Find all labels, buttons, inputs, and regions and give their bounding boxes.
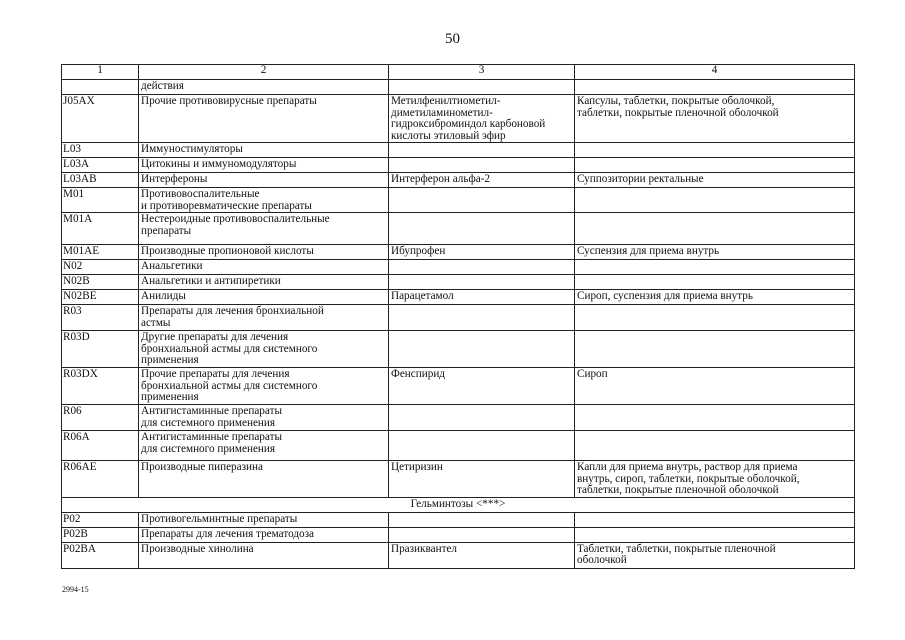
substance-cell bbox=[389, 512, 575, 527]
section-row bbox=[62, 497, 855, 512]
code-cell: N02BE bbox=[62, 290, 139, 305]
column-header: 2 bbox=[139, 65, 389, 80]
name-cell: Препараты для лечения бронхиальной астмы bbox=[139, 305, 389, 331]
name-cell: Производные пиперазина bbox=[139, 461, 389, 498]
code-cell: P02BA bbox=[62, 542, 139, 568]
section-title: Гельминтозы <***> bbox=[62, 497, 855, 512]
column-header: 1 bbox=[62, 65, 139, 80]
name-cell: Производные хинолина bbox=[139, 542, 389, 568]
dosage-form-cell bbox=[575, 80, 855, 95]
dosage-form-cell bbox=[575, 512, 855, 527]
substance-cell: Интерферон альфа-2 bbox=[389, 173, 575, 188]
substance-cell bbox=[389, 143, 575, 158]
name-cell: Антигистаминные препараты для системного применения bbox=[139, 405, 389, 431]
document-code: 2994-15 bbox=[62, 585, 89, 594]
code-cell: M01A bbox=[62, 213, 139, 245]
dosage-form-cell bbox=[575, 143, 855, 158]
table-row bbox=[62, 527, 855, 542]
dosage-form-cell: Сироп bbox=[575, 368, 855, 405]
table-row bbox=[62, 431, 855, 461]
code-cell: R06AE bbox=[62, 461, 139, 498]
dosage-form-cell: Суспензия для приема внутрь bbox=[575, 245, 855, 260]
code-cell: R03 bbox=[62, 305, 139, 331]
name-cell: действия bbox=[139, 80, 389, 95]
substance-cell bbox=[389, 305, 575, 331]
name-cell: Противовоспалительные и противоревматические препараты bbox=[139, 188, 389, 213]
table-row bbox=[62, 405, 855, 431]
code-cell: R06 bbox=[62, 405, 139, 431]
code-cell: L03AB bbox=[62, 173, 139, 188]
code-cell: L03 bbox=[62, 143, 139, 158]
dosage-form-cell bbox=[575, 188, 855, 213]
substance-cell: Парацетамол bbox=[389, 290, 575, 305]
name-cell: Антигистаминные препараты для системного применения bbox=[139, 431, 389, 461]
name-cell: Производные пропионовой кислоты bbox=[139, 245, 389, 260]
dosage-form-cell: Сироп, суспензия для приема внутрь bbox=[575, 290, 855, 305]
table-row bbox=[62, 158, 855, 173]
dosage-form-cell bbox=[575, 305, 855, 331]
dosage-form-cell bbox=[575, 260, 855, 275]
table-row bbox=[62, 305, 855, 331]
code-cell: N02 bbox=[62, 260, 139, 275]
substance-cell: Ибупрофен bbox=[389, 245, 575, 260]
substance-cell bbox=[389, 260, 575, 275]
substance-cell bbox=[389, 431, 575, 461]
dosage-form-cell: Таблетки, таблетки, покрытые пленочной оболочкой bbox=[575, 542, 855, 568]
column-header: 4 bbox=[575, 65, 855, 80]
name-cell: Нестероидные противовоспалительные препараты bbox=[139, 213, 389, 245]
table-row bbox=[62, 542, 855, 568]
table-row bbox=[62, 188, 855, 213]
table-row bbox=[62, 331, 855, 368]
name-cell: Интерфероны bbox=[139, 173, 389, 188]
name-cell: Иммуностимуляторы bbox=[139, 143, 389, 158]
code-cell: J05AX bbox=[62, 95, 139, 143]
code-cell: P02B bbox=[62, 527, 139, 542]
name-cell: Прочие противовирусные препараты bbox=[139, 95, 389, 143]
table-row bbox=[62, 260, 855, 275]
dosage-form-cell bbox=[575, 331, 855, 368]
dosage-form-cell: Капсулы, таблетки, покрытые оболочкой, таблетки, покрытые пленочной оболочкой bbox=[575, 95, 855, 143]
substance-cell bbox=[389, 527, 575, 542]
table-row bbox=[62, 461, 855, 498]
table-row bbox=[62, 290, 855, 305]
table-row bbox=[62, 80, 855, 95]
code-cell: M01AE bbox=[62, 245, 139, 260]
code-cell: L03A bbox=[62, 158, 139, 173]
table-row bbox=[62, 368, 855, 405]
name-cell: Противогельминтные препараты bbox=[139, 512, 389, 527]
substance-cell bbox=[389, 331, 575, 368]
substance-cell bbox=[389, 405, 575, 431]
code-cell: R03D bbox=[62, 331, 139, 368]
column-header: 3 bbox=[389, 65, 575, 80]
substance-cell: Фенспирид bbox=[389, 368, 575, 405]
substance-cell bbox=[389, 188, 575, 213]
name-cell: Анальгетики bbox=[139, 260, 389, 275]
drug-list-table bbox=[61, 64, 855, 569]
table-row bbox=[62, 275, 855, 290]
table-row bbox=[62, 512, 855, 527]
substance-cell bbox=[389, 213, 575, 245]
name-cell: Другие препараты для лечения бронхиальной астмы для системного применения bbox=[139, 331, 389, 368]
code-cell bbox=[62, 80, 139, 95]
code-cell: P02 bbox=[62, 512, 139, 527]
page-number: 50 bbox=[445, 31, 460, 47]
dosage-form-cell bbox=[575, 431, 855, 461]
substance-cell bbox=[389, 158, 575, 173]
dosage-form-cell bbox=[575, 275, 855, 290]
dosage-form-cell bbox=[575, 405, 855, 431]
substance-cell bbox=[389, 275, 575, 290]
name-cell: Прочие препараты для лечения бронхиальной астмы для системного применения bbox=[139, 368, 389, 405]
code-cell: R03DX bbox=[62, 368, 139, 405]
dosage-form-cell bbox=[575, 527, 855, 542]
table-row bbox=[62, 213, 855, 245]
name-cell: Цитокины и иммуномодуляторы bbox=[139, 158, 389, 173]
name-cell: Анальгетики и антипиретики bbox=[139, 275, 389, 290]
substance-cell: Метилфенилтиометил- диметиламинометил- гидроксиброминдол карбоновой кислоты этиловый эфир bbox=[389, 95, 575, 143]
dosage-form-cell: Суппозитории ректальные bbox=[575, 173, 855, 188]
substance-cell bbox=[389, 80, 575, 95]
code-cell: R06A bbox=[62, 431, 139, 461]
name-cell: Препараты для лечения трематодоза bbox=[139, 527, 389, 542]
code-cell: N02B bbox=[62, 275, 139, 290]
table-row bbox=[62, 173, 855, 188]
substance-cell: Празиквантел bbox=[389, 542, 575, 568]
dosage-form-cell: Капли для приема внутрь, раствор для приема внутрь, сироп, таблетки, покрытые оболочкой, таблетки, покрытые пленочной оболочкой bbox=[575, 461, 855, 498]
name-cell: Анилиды bbox=[139, 290, 389, 305]
column-header-row bbox=[62, 65, 855, 80]
dosage-form-cell bbox=[575, 158, 855, 173]
dosage-form-cell bbox=[575, 213, 855, 245]
table-row bbox=[62, 245, 855, 260]
table-row bbox=[62, 95, 855, 143]
substance-cell: Цетиризин bbox=[389, 461, 575, 498]
table-row bbox=[62, 143, 855, 158]
code-cell: M01 bbox=[62, 188, 139, 213]
